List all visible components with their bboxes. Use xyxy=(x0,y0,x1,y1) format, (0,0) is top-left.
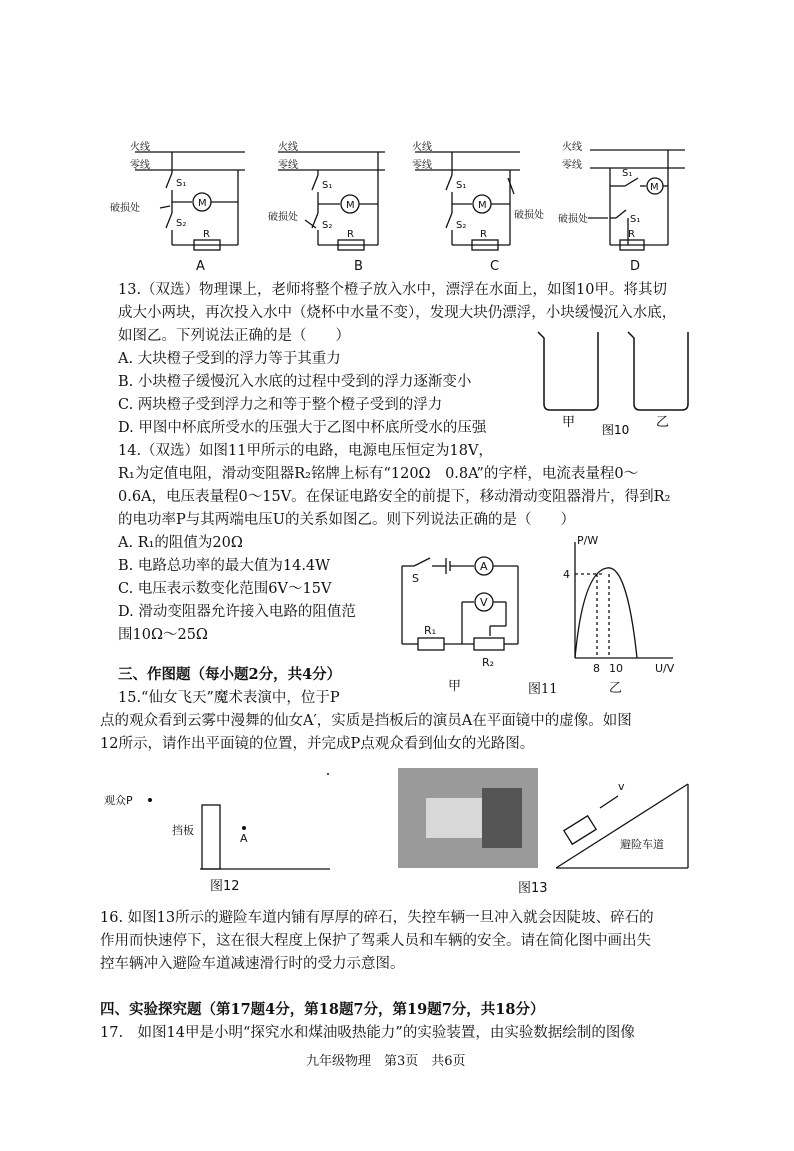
live-wire-label-a: 火线 xyxy=(130,142,150,153)
fig11-label-b: 乙 xyxy=(609,681,623,696)
q16-line-2: 作用而快速停下，这在很大程度上保护了驾乘人员和车辆的安全。请在简化图中画出失 xyxy=(100,933,651,949)
option-label-b: B xyxy=(354,259,363,273)
neutral-wire-label-b: 零线 xyxy=(278,160,298,171)
resistor-label-a: R xyxy=(203,229,210,240)
graph-xtick-8: 8 xyxy=(593,662,600,675)
ammeter-label: A xyxy=(480,560,488,573)
section3-title: 三、作图题（每小题2分，共4分） xyxy=(118,666,342,683)
switch-s1-d: S₁ xyxy=(622,168,633,179)
switch-s1-c: S₁ xyxy=(456,180,467,191)
q14-line-2: R₁为定值电阻，滑动变阻器R₂铭牌上标有“120Ω 0.8A”的字样，电流表量程0～ xyxy=(118,466,639,482)
resistor-label-b: R xyxy=(347,229,354,240)
fig13-v-label: v xyxy=(618,780,625,793)
fig13-caption: 图13 xyxy=(518,881,548,896)
figure-12 xyxy=(100,770,360,900)
switch-s2-d: S₁ xyxy=(630,214,641,225)
fig10-label-b: 乙 xyxy=(656,415,670,430)
figure-10-beakers xyxy=(530,326,710,441)
motor-label-a: M xyxy=(198,198,207,209)
r2-label: R₂ xyxy=(482,656,495,669)
q13-line-3: 如图乙。下列说法正确的是（ ） xyxy=(118,328,350,344)
fig11-caption: 图11 xyxy=(528,682,558,697)
switch-label: S xyxy=(412,572,419,585)
q14-option-d: D. 滑动变阻器允许接入电路的阻值范 xyxy=(118,604,356,620)
motor-label-c: M xyxy=(478,200,487,211)
q14-option-b: B. 电路总功率的最大值为14.4W xyxy=(118,558,331,574)
q15-line-1: 15.“仙女飞天”魔术表演中，位于P xyxy=(118,690,340,706)
q15-line-2: 点的观众看到云雾中漫舞的仙女A′，实质是挡板后的演员A在平面镜中的虚像。如图 xyxy=(100,713,632,729)
fig13-road-label: 避险车道 xyxy=(620,838,664,851)
damage-label-d: 破损处 xyxy=(558,214,588,225)
fig10-label-a: 甲 xyxy=(562,415,576,430)
damage-label-a: 破损处 xyxy=(110,203,140,214)
circuit-figures xyxy=(110,138,690,273)
neutral-wire-label-c: 零线 xyxy=(412,160,432,171)
q14-line-3: 0.6A，电压表量程0～15V。在保证电路安全的前提下，移动滑动变阻器滑片，得到R₂ xyxy=(118,489,671,505)
q16-line-3: 控车辆冲入避险车道减速滑行时的受力示意图。 xyxy=(100,956,405,972)
page-footer: 九年级物理 第3页 共6页 xyxy=(306,1054,466,1069)
fig12-caption: 图12 xyxy=(210,879,240,894)
q14-line-1: 14.（双选）如图11甲所示的电路，电源电压恒定为18V， xyxy=(118,443,493,459)
q13-line-1: 13.（双选）物理课上，老师将整个橙子放入水中，漂浮在水面上，如图10甲。将其切 xyxy=(118,282,668,298)
live-wire-label-d: 火线 xyxy=(562,142,582,153)
motor-label-d: M xyxy=(650,182,659,193)
motor-label-b: M xyxy=(346,200,355,211)
damage-label-c: 破损处 xyxy=(514,210,544,221)
figure-11-graph xyxy=(555,532,685,697)
graph-xtick-10: 10 xyxy=(609,662,623,675)
voltmeter-label: V xyxy=(480,596,488,609)
switch-s2-b: S₂ xyxy=(322,220,333,231)
q13-option-a: A. 大块橙子受到的浮力等于其重力 xyxy=(118,351,341,367)
q15-line-3: 12所示，请作出平面镜的位置，并完成P点观众看到仙女的光路图。 xyxy=(100,736,535,752)
q14-option-d-cont: 围10Ω～25Ω xyxy=(118,627,208,643)
switch-s2-a: S₂ xyxy=(176,218,187,229)
graph-ylabel: P/W xyxy=(577,534,599,547)
q17-line-1: 17. 如图14甲是小明“探究水和煤油吸热能力”的实验装置，由实验数据绘制的图像 xyxy=(100,1025,635,1041)
fig10-caption: 图10 xyxy=(602,423,630,437)
fig12-a-label: A xyxy=(240,832,248,845)
resistor-label-c: R xyxy=(480,229,487,240)
r1-label: R₁ xyxy=(424,624,437,637)
q13-option-b: B. 小块橙子缓慢沉入水底的过程中受到的浮力逐渐变小 xyxy=(118,374,472,390)
q14-line-4: 的电功率P与其两端电压U的关系如图乙。则下列说法正确的是（ ） xyxy=(118,512,575,528)
live-wire-label-b: 火线 xyxy=(278,142,298,153)
neutral-wire-label-a: 零线 xyxy=(130,160,150,171)
q16-line-1: 16. 如图13所示的避险车道内铺有厚厚的碎石，失控车辆一旦冲入就会因陡坡、碎石的 xyxy=(100,910,654,926)
graph-ytick: 4 xyxy=(563,568,570,581)
option-label-c: C xyxy=(490,259,500,273)
q13-line-2: 成大小两块，再次投入水中（烧杯中水量不变），发现大块仍漂浮，小块缓慢沉入水底， xyxy=(118,305,677,321)
figure-11-circuit xyxy=(392,546,532,696)
neutral-wire-label-d: 零线 xyxy=(562,160,582,171)
fig12-viewer-label: 观众P xyxy=(104,794,133,807)
q14-option-c: C. 电压表示数变化范围6V～15V xyxy=(118,581,332,597)
option-label-a: A xyxy=(196,259,205,273)
switch-s1-a: S₁ xyxy=(176,178,187,189)
q13-option-d: D. 甲图中杯底所受水的压强大于乙图中杯底所受水的压强 xyxy=(118,420,487,436)
switch-s1-b: S₁ xyxy=(322,180,333,191)
damage-label-b: 破损处 xyxy=(268,212,298,223)
q14-option-a: A. R₁的阻值为20Ω xyxy=(118,535,243,551)
graph-xlabel: U/V xyxy=(655,662,675,675)
q13-option-c: C. 两块橙子受到浮力之和等于整个橙子受到的浮力 xyxy=(118,397,443,413)
switch-s2-c: S₂ xyxy=(456,220,467,231)
section4-title: 四、实验探究题（第17题4分，第18题7分，第19题7分，共18分） xyxy=(100,1001,545,1018)
resistor-label-d: R xyxy=(628,229,635,240)
option-label-d: D xyxy=(630,259,641,273)
fig11-label-a: 甲 xyxy=(448,679,462,694)
live-wire-label-c: 火线 xyxy=(412,142,432,153)
fig12-board-label: 挡板 xyxy=(172,824,194,837)
figure-13 xyxy=(396,768,696,898)
